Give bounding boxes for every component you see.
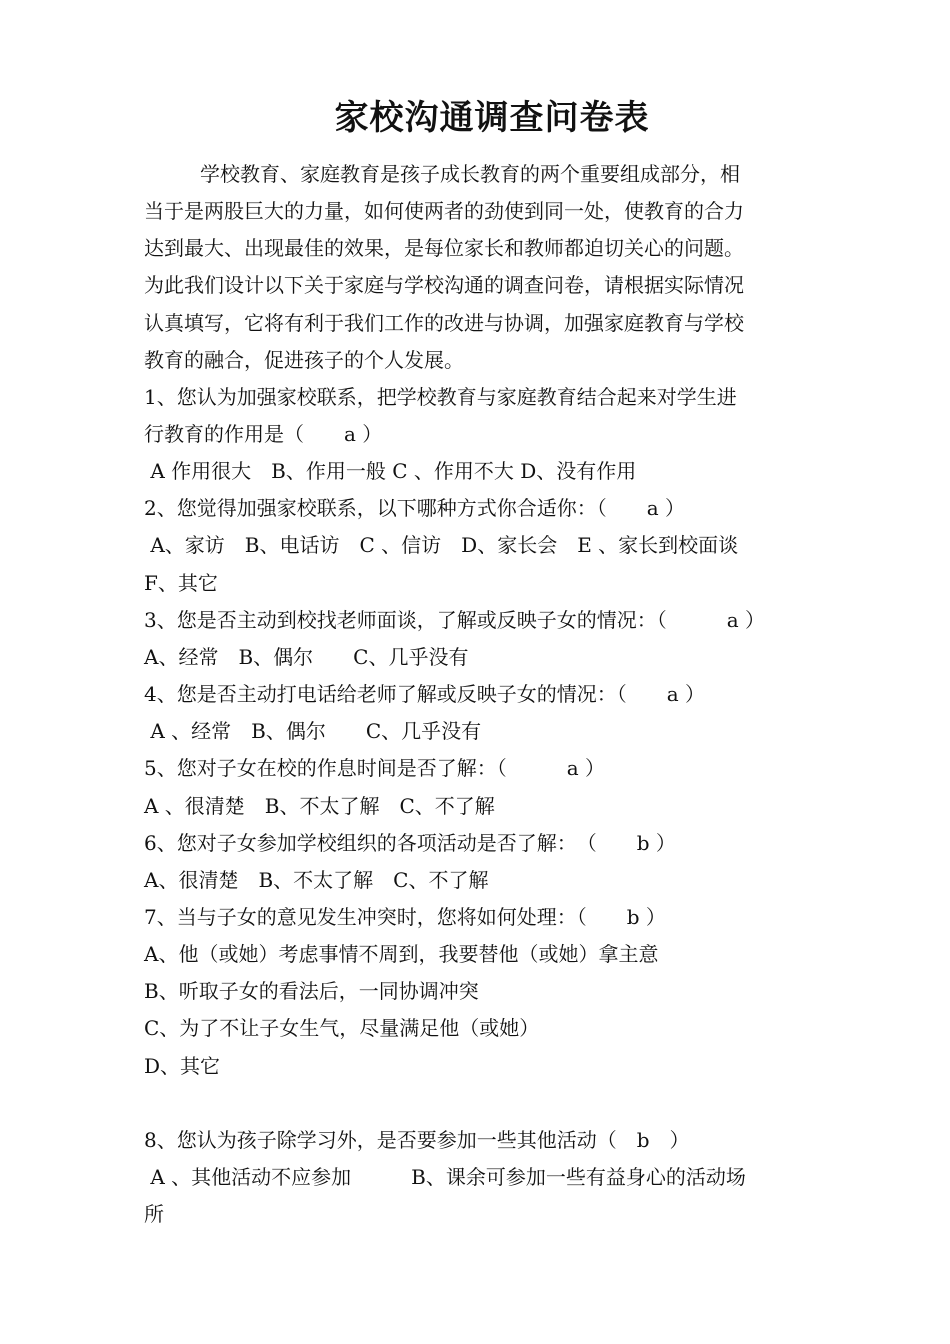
question-3-text: 3、您是否主动到校找老师面谈，了解或反映子女的情况：（ a ） — [144, 608, 766, 632]
question-8-options: A 、其他活动不应参加 B、课余可参加一些有益身心的活动场 — [144, 1165, 746, 1189]
question-7-text: 7、当与子女的意见发生冲突时，您将如何处理：（ b ） — [144, 905, 666, 929]
question-7-option-b: B、听取子女的看法后，一同协调冲突 — [144, 979, 479, 1003]
question-2-text: 2、您觉得加强家校联系，以下哪种方式你合适你：（ a ） — [144, 496, 686, 520]
question-4-text: 4、您是否主动打电话给老师了解或反映子女的情况：（ a ） — [144, 682, 706, 706]
question-4-options: A 、经常 B、偶尔 C、几乎没有 — [144, 719, 482, 743]
question-2-options: F、其它 — [144, 571, 218, 595]
question-8-options: 所 — [144, 1202, 164, 1226]
question-1-text: 行教育的作用是（ a ） — [144, 422, 383, 446]
question-1-text: 1、您认为加强家校联系，把学校教育与家庭教育结合起来对学生进 — [144, 385, 737, 409]
question-5-text: 5、您对子女在校的作息时间是否了解：（ a ） — [144, 756, 606, 780]
question-8-text: 8、您认为孩子除学习外，是否要参加一些其他活动（ b ） — [144, 1128, 690, 1152]
question-7-option-d: D、其它 — [144, 1054, 221, 1078]
question-2-options: A、家访 B、电话访 C 、信访 D、家长会 E 、家长到校面谈 — [144, 533, 739, 557]
intro-line: 学校教育、家庭教育是孩子成长教育的两个重要组成部分，相 — [200, 162, 740, 186]
intro-line: 教育的融合，促进孩子的个人发展。 — [144, 348, 464, 372]
question-7-option-a: A、他（或她）考虑事情不周到，我要替他（或她）拿主意 — [144, 942, 659, 966]
question-6-text: 6、您对子女参加学校组织的各项活动是否了解： （ b ） — [144, 831, 676, 855]
intro-line: 达到最大、出现最佳的效果，是每位家长和教师都迫切关心的问题。 — [144, 236, 744, 260]
document-title: 家校沟通调查问卷表 — [334, 98, 650, 138]
question-3-options: A、经常 B、偶尔 C、几乎没有 — [144, 645, 469, 669]
question-7-option-c: C、为了不让子女生气，尽量满足他（或她） — [144, 1016, 540, 1040]
intro-line: 当于是两股巨大的力量，如何使两者的劲使到同一处，使教育的合力 — [144, 199, 744, 223]
question-5-options: A 、很清楚 B、不太了解 C、不了解 — [144, 794, 495, 818]
question-1-options: A 作用很大 B、作用一般 C 、作用不大 D、没有作用 — [144, 459, 637, 483]
intro-line: 为此我们设计以下关于家庭与学校沟通的调查问卷，请根据实际情况 — [144, 273, 744, 297]
intro-line: 认真填写，它将有利于我们工作的改进与协调，加强家庭教育与学校 — [144, 311, 744, 335]
question-6-options: A、很清楚 B、不太了解 C、不了解 — [144, 868, 489, 892]
